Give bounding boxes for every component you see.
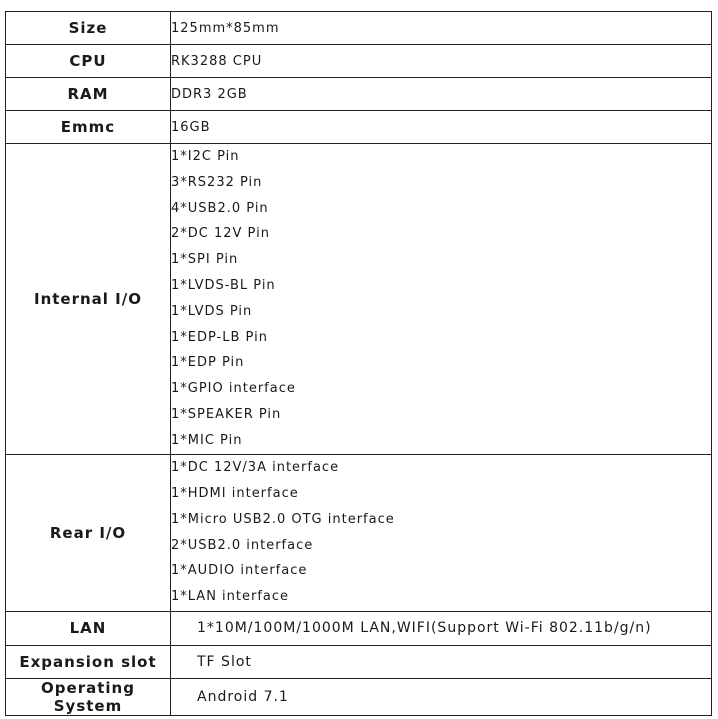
row-label-ram: RAM — [6, 78, 171, 111]
list-item: 1*GPIO interface — [171, 381, 296, 397]
table-row — [6, 645, 712, 678]
row-label-lan: LAN — [6, 611, 171, 645]
row-label-internal-io: Internal I/O — [6, 144, 171, 455]
spec-table — [5, 11, 712, 716]
table-row — [6, 611, 712, 645]
list-item: 4*USB2.0 Pin — [171, 200, 269, 216]
list-item: 1*SPI Pin — [171, 252, 239, 268]
table-row — [6, 678, 712, 715]
list-item: 1*MIC Pin — [171, 432, 243, 448]
row-value-ram: DDR3 2GB — [171, 78, 712, 111]
list-item: 1*SPEAKER Pin — [171, 406, 282, 422]
list-item: 1*I2C Pin — [171, 149, 240, 164]
table-row — [6, 144, 712, 455]
row-value-expansion-slot: TF Slot — [171, 645, 712, 678]
internal-io-list — [171, 144, 711, 454]
table-row — [6, 78, 712, 111]
row-value-rear-io — [171, 454, 712, 611]
list-item: 2*USB2.0 interface — [171, 537, 314, 553]
list-item: 1*EDP-LB Pin — [171, 329, 268, 345]
list-item: 1*HDMI interface — [171, 485, 299, 501]
rear-io-list — [171, 455, 711, 610]
table-row — [6, 111, 712, 144]
list-item: 1*AUDIO interface — [171, 563, 308, 579]
row-value-size: 125mm*85mm — [171, 12, 712, 45]
table-row — [6, 45, 712, 78]
row-value-emmc: 16GB — [171, 111, 712, 144]
row-value-cpu: RK3288 CPU — [171, 45, 712, 78]
row-label-cpu: CPU — [6, 45, 171, 78]
list-item: 1*LVDS-BL Pin — [171, 277, 276, 293]
row-value-lan: 1*10M/100M/1000M LAN,WIFI(Support Wi-Fi 802.11b/g/n) — [171, 611, 712, 645]
list-item: 3*RS232 Pin — [171, 174, 263, 190]
row-label-size: Size — [6, 12, 171, 45]
list-item: 2*DC 12V Pin — [171, 226, 270, 242]
row-value-internal-io — [171, 144, 712, 455]
list-item: 1*Micro USB2.0 OTG interface — [171, 511, 395, 527]
row-label-expansion-slot: Expansion slot — [6, 645, 171, 678]
table-row — [6, 454, 712, 611]
table-row — [6, 12, 712, 45]
list-item: 1*LAN interface — [171, 589, 290, 605]
row-value-operating-system: Android 7.1 — [171, 678, 712, 715]
row-label-emmc: Emmc — [6, 111, 171, 144]
list-item: 1*EDP Pin — [171, 355, 245, 371]
list-item: 1*DC 12V/3A interface — [171, 460, 340, 476]
row-label-operating-system: Operating System — [6, 678, 171, 715]
row-label-rear-io: Rear I/O — [6, 454, 171, 611]
list-item: 1*LVDS Pin — [171, 303, 253, 319]
